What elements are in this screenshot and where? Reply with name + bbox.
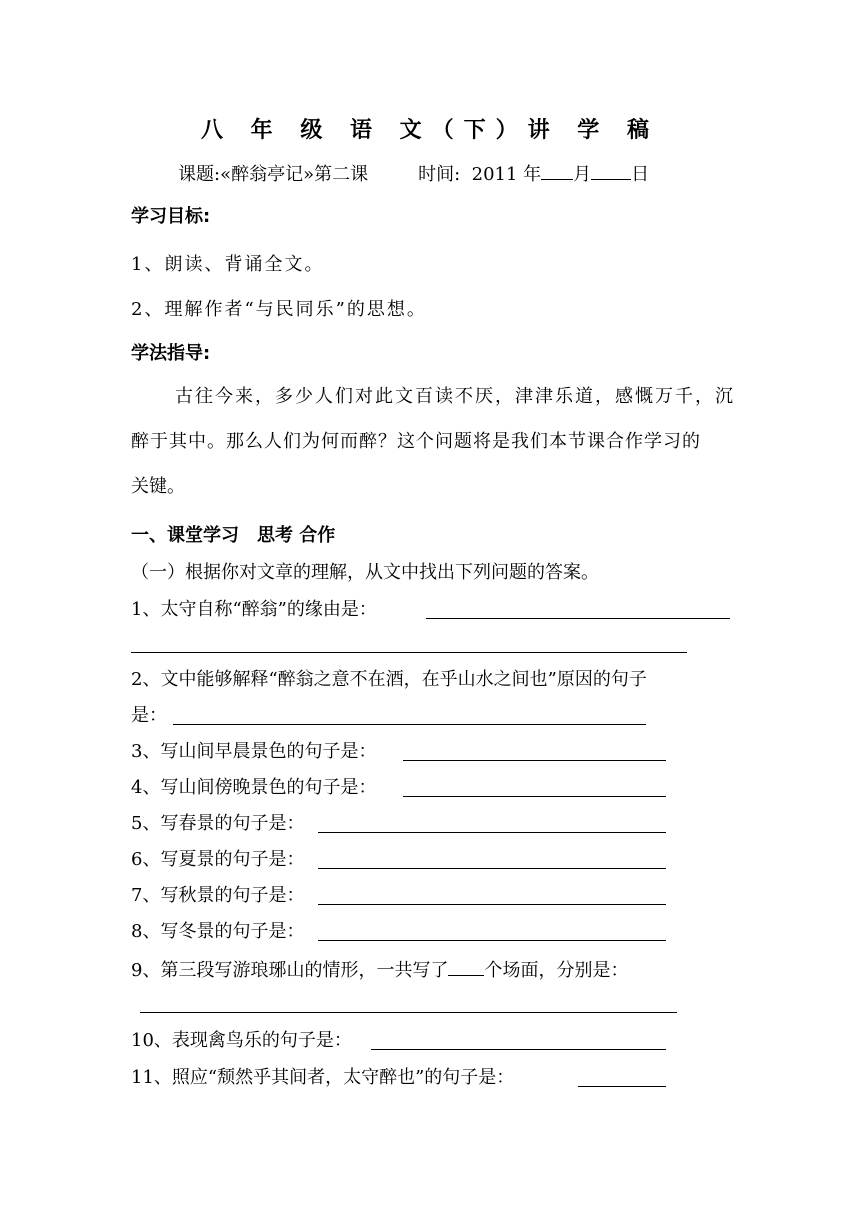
answer-blank-6[interactable] [318, 868, 666, 869]
day-unit: 日 [631, 164, 650, 185]
guidance-line: 古往今来，多少人们对此文百读不厌，津津乐道，感慨万千，沉 [175, 386, 735, 407]
question-2-line1: 2、文中能够解释“醉翁之意不在酒，在乎山水之间也”原因的句子 [131, 669, 647, 690]
question-2-line2: 是： [131, 705, 167, 726]
goal-item: 2、理解作者“与民同乐”的思想。 [131, 299, 427, 320]
question-5: 5、写春景的句子是： [131, 813, 305, 834]
answer-blank-9-count[interactable] [448, 957, 484, 976]
question-text: 9、第三段写游琅琊山的情形，一共写了 [131, 960, 449, 981]
question-7: 7、写秋景的句子是： [131, 885, 305, 906]
question-text: 个场面，分别是： [484, 960, 629, 981]
goals-heading: 学习目标: [131, 206, 211, 227]
answer-blank-8[interactable] [318, 940, 666, 941]
month-blank[interactable] [541, 161, 573, 180]
section-subheading: （一）根据你对文章的理解，从文中找出下列问题的答案。 [131, 562, 599, 583]
answer-blank-3[interactable] [403, 760, 666, 761]
guidance-line: 关键。 [131, 476, 185, 497]
question-10: 10、表现禽鸟乐的句子是： [131, 1030, 352, 1051]
question-3: 3、写山间早晨景色的句子是： [131, 741, 377, 762]
question-text: 1、太守自称“醉翁”的缘由是： [131, 599, 377, 620]
answer-blank-1a[interactable] [426, 618, 730, 619]
course-info-line [178, 160, 649, 186]
question-11: 11、照应“颓然乎其间者，太守醉也”的句子是： [131, 1067, 515, 1088]
month-unit: 月 [573, 164, 592, 185]
day-blank[interactable] [591, 161, 631, 180]
question-6: 6、写夏景的句子是： [131, 849, 305, 870]
answer-blank-4[interactable] [403, 796, 666, 797]
time-label: 时间: [418, 164, 461, 185]
answer-blank-10[interactable] [371, 1049, 666, 1050]
answer-blank-2[interactable] [173, 724, 646, 725]
answer-blank-7[interactable] [318, 904, 666, 905]
question-4: 4、写山间傍晚景色的句子是： [131, 777, 377, 798]
year-unit: 年 [523, 164, 542, 185]
answer-blank-9[interactable] [140, 1012, 677, 1013]
answer-blank-1b[interactable] [131, 652, 687, 653]
guidance-line: 醉于其中。那么人们为何而醉？这个问题将是我们本节课合作学习的 [131, 431, 701, 452]
answer-blank-11[interactable] [578, 1086, 666, 1087]
answer-blank-5[interactable] [318, 832, 666, 833]
page-title: 八 年 级 语 文（下）讲 学 稿 [201, 118, 659, 143]
goal-item: 1、朗读、背诵全文。 [131, 254, 325, 275]
section-heading: 一、课堂学习 思考 合作 [131, 525, 336, 546]
question-9 [131, 957, 628, 983]
question-1 [131, 598, 377, 622]
course-label: 课题:«醉翁亭记»第二课 [178, 164, 369, 185]
question-8: 8、写冬景的句子是： [131, 921, 305, 942]
guidance-heading: 学法指导: [131, 343, 211, 364]
year-value: 2011 [471, 164, 518, 185]
